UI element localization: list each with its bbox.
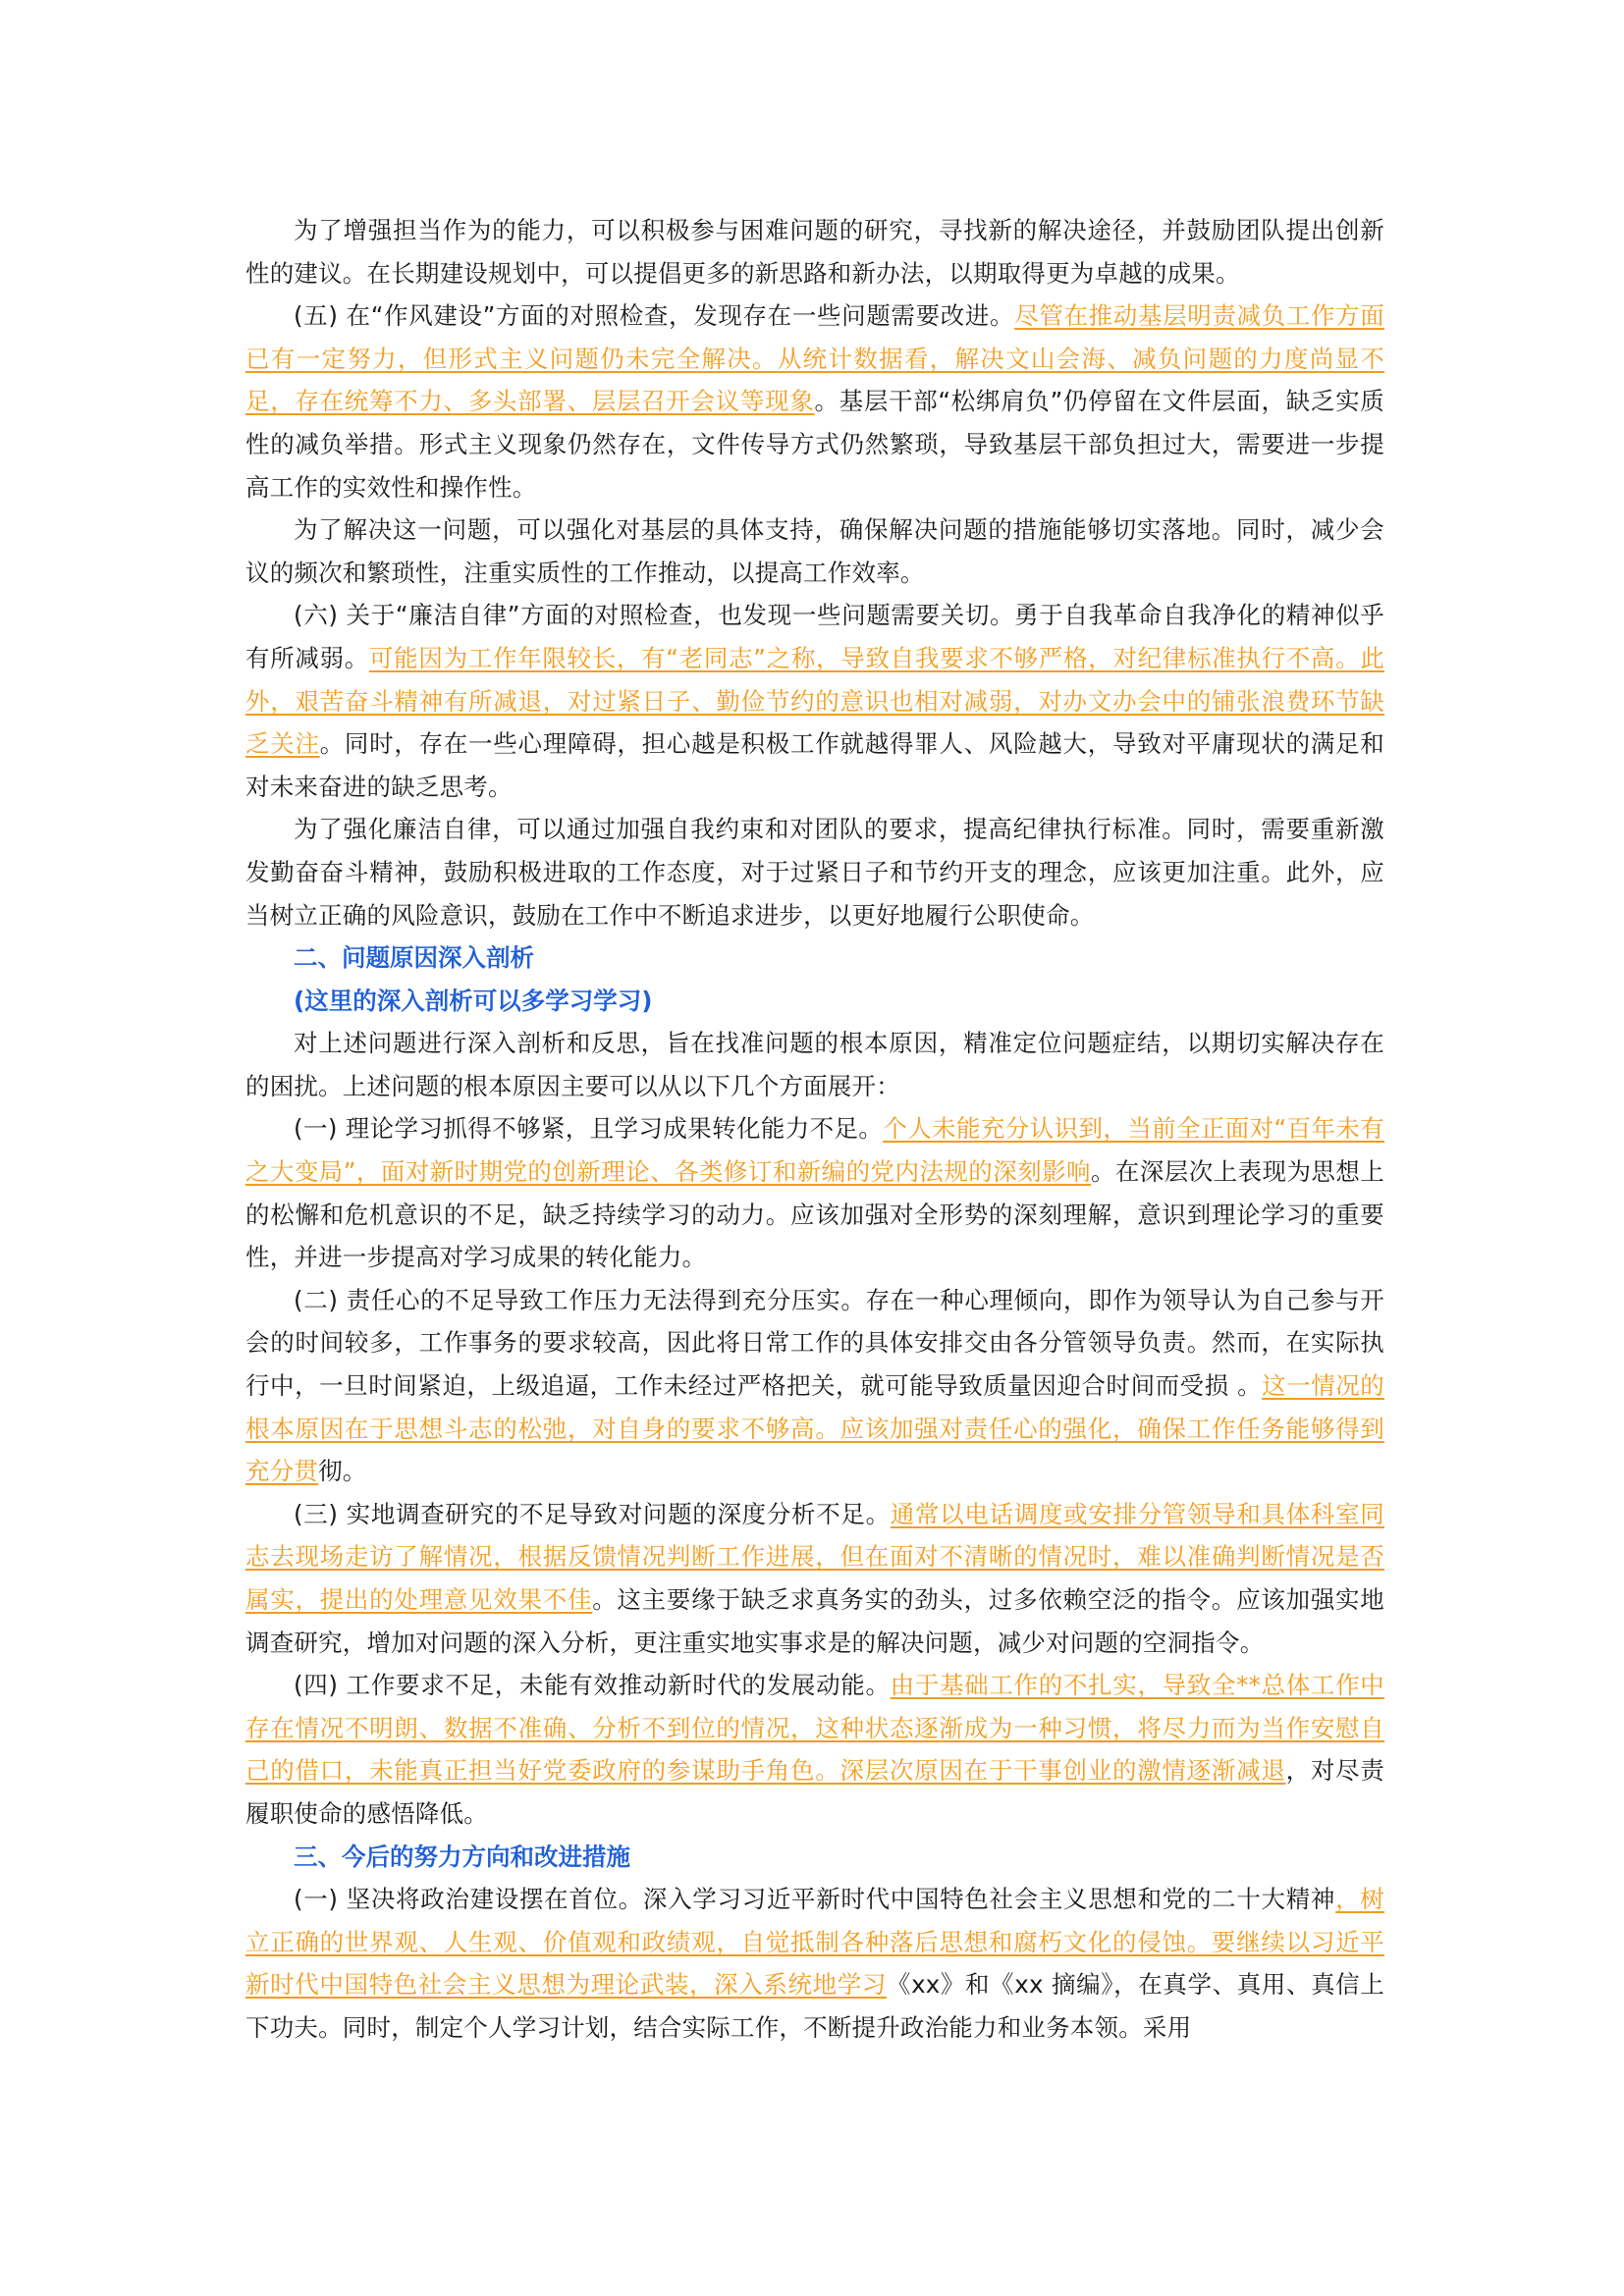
body-paragraph [245,1493,1384,1664]
highlighted-text: 尽管在推动基层明责减负工作方面已有一定努力，但形式主义问题仍未完全解决。从统计数据看，解决文山会海、减负问题的力度尚显不足，存在统筹不力、多头部署、层层召开会议等现象 [245,301,1385,416]
highlighted-text: 个人未能充分认识到，当前全正面对“百年未有之大变局”，面对新时期党的创新理论、各类修订和新编的党内法规的深刻影响 [245,1114,1384,1187]
text-run: 二、问题原因深入剖析 [294,943,534,973]
document-body [245,209,1384,2050]
text-run: 。这主要缘于缺乏求真务实的劲头，过多依赖空泛的指令。应该加强实地调查研究，增加对问题的深入分析，更注重实地实事求是的解决问题，减少对问题的空洞指令。 [245,1585,1384,1657]
text-run: (这里的深入剖析可以多学习学习) [294,986,653,1015]
text-run: 对上述问题进行深入剖析和反思，旨在找准问题的根本原因，精准定位问题症结，以期切实解决存在的困扰。上述问题的根本原因主要可以从以下几个方面展开： [245,1029,1384,1100]
text-run: 。在深层次上表现为思想上的松懈和危机意识的不足，缺乏持续学习的动力。应该加强对全形势的深刻理解，意识到理论学习的重要性，并进一步提高对学习成果的转化能力。 [245,1157,1384,1272]
body-paragraph [245,808,1384,936]
text-run: (六) 关于“廉洁自律”方面的对照检查，也发现一些问题需要关切。勇于自我革命自我净化的精神似乎有所减弱。 [245,601,1384,672]
section-heading [245,936,1384,980]
text-run: (五) 在“作风建设”方面的对照检查，发现存在一些问题需要改进。 [294,301,1015,331]
body-paragraph [245,1022,1384,1107]
text-run: (四) 工作要求不足，未能有效推动新时代的发展动能。 [294,1671,891,1700]
highlighted-text: 可能因为工作年限较长，有“老同志”之称，导致自我要求不够严格，对纪律标准执行不高。此外，艰苦奋斗精神有所减退，对过紧日子、勤俭节约的意识也相对减弱，对办文办会中的铺张浪费环节缺乏关注 [245,643,1385,759]
highlighted-text: 由于基础工作的不扎实，导致全**总体工作中存在情况不明朗、数据不准确、分析不到位的情况，这种状态逐渐成为一种习惯，将尽力而为当作安慰自己的借口，未能真正担当好党委政府的参谋助手角色。深层次原因在于干事创业的激情逐渐减退 [245,1671,1384,1786]
text-run: (一) 坚决将政治建设摆在首位。深入学习习近平新时代中国特色社会主义思想和党的二十大精神 [294,1885,1336,1914]
text-run: ，对尽责履职使命的感悟降低。 [245,1756,1384,1828]
section-heading [245,980,1384,1023]
body-paragraph [245,1107,1384,1278]
text-run: (一) 理论学习抓得不够紧，且学习成果转化能力不足。 [294,1114,884,1144]
text-run: 。基层干部“松绑肩负”仍停留在文件层面，缺乏实质性的减负举措。形式主义现象仍然存在，文件传导方式仍然繁琐，导致基层干部负担过大，需要进一步提高工作的实效性和操作性。 [245,387,1384,502]
text-run: 为了解决这一问题，可以强化对基层的具体支持，确保解决问题的措施能够切实落地。同时，减少会议的频次和繁琐性，注重实质性的工作推动，以提高工作效率。 [245,515,1384,587]
text-run: 。同时，存在一些心理障碍，担心越是积极工作就越得罪人、风险越大，导致对平庸现状的满足和对未来奋进的缺乏思考。 [245,729,1384,801]
text-run: 彻。 [318,1457,367,1486]
body-paragraph [245,1279,1384,1493]
body-paragraph [245,294,1384,508]
text-run: (二) 责任心的不足导致工作压力无法得到充分压实。存在一种心理倾向，即作为领导认为自己参与开会的时间较多，工作事务的要求较高，因此将日常工作的具体安排交由各分管领导负责。然而，在实际执行中，一旦时间紧迫，上级追逼，工作未经过严格把关，就可能导致质量因迎合时间而受损 。 [245,1285,1384,1401]
highlighted-text: 这一情况的根本原因在于思想斗志的松弛，对自身的要求不够高。应该加强对责任心的强化，确保工作任务能够得到充分贯 [245,1371,1384,1486]
body-paragraph [245,209,1384,294]
body-paragraph [245,1878,1384,2049]
body-paragraph [245,508,1384,594]
text-run: 三、今后的努力方向和改进措施 [294,1842,630,1871]
text-run: 为了增强担当作为的能力，可以积极参与困难问题的研究，寻找新的解决途径，并鼓励团队提出创新性的建议。在长期建设规划中，可以提倡更多的新思路和新办法，以期取得更为卓越的成果。 [245,216,1384,288]
text-run: 为了强化廉洁自律，可以通过加强自我约束和对团队的要求，提高纪律执行标准。同时，需要重新激发勤奋奋斗精神，鼓励积极进取的工作态度，对于过紧日子和节约开支的理念，应该更加注重。此外，应当树立正确的风险意识，鼓励在工作中不断追求进步，以更好地履行公职使命。 [245,815,1384,930]
body-paragraph [245,1664,1384,1835]
body-paragraph [245,594,1384,808]
section-heading [245,1836,1384,1879]
highlighted-text: ，树立正确的世界观、人生观、价值观和政绩观，自觉抵制各种落后思想和腐朽文化的侵蚀。要继续以习近平新时代中国特色社会主义思想为理论武装，深入系统地学习 [245,1885,1384,2000]
text-run: (三) 实地调查研究的不足导致对问题的深度分析不足。 [294,1499,891,1528]
highlighted-text: 通常以电话调度或安排分管领导和具体科室同志去现场走访了解情况，根据反馈情况判断工作进展，但在面对不清晰的情况时，难以准确判断情况是否属实，提出的处理意见效果不佳 [245,1499,1385,1614]
text-run: 《xx》和《xx 摘编》，在真学、真用、真信上下功夫。同时，制定个人学习计划，结合实际工作，不断提升政治能力和业务本领。采用 [245,1970,1384,2042]
